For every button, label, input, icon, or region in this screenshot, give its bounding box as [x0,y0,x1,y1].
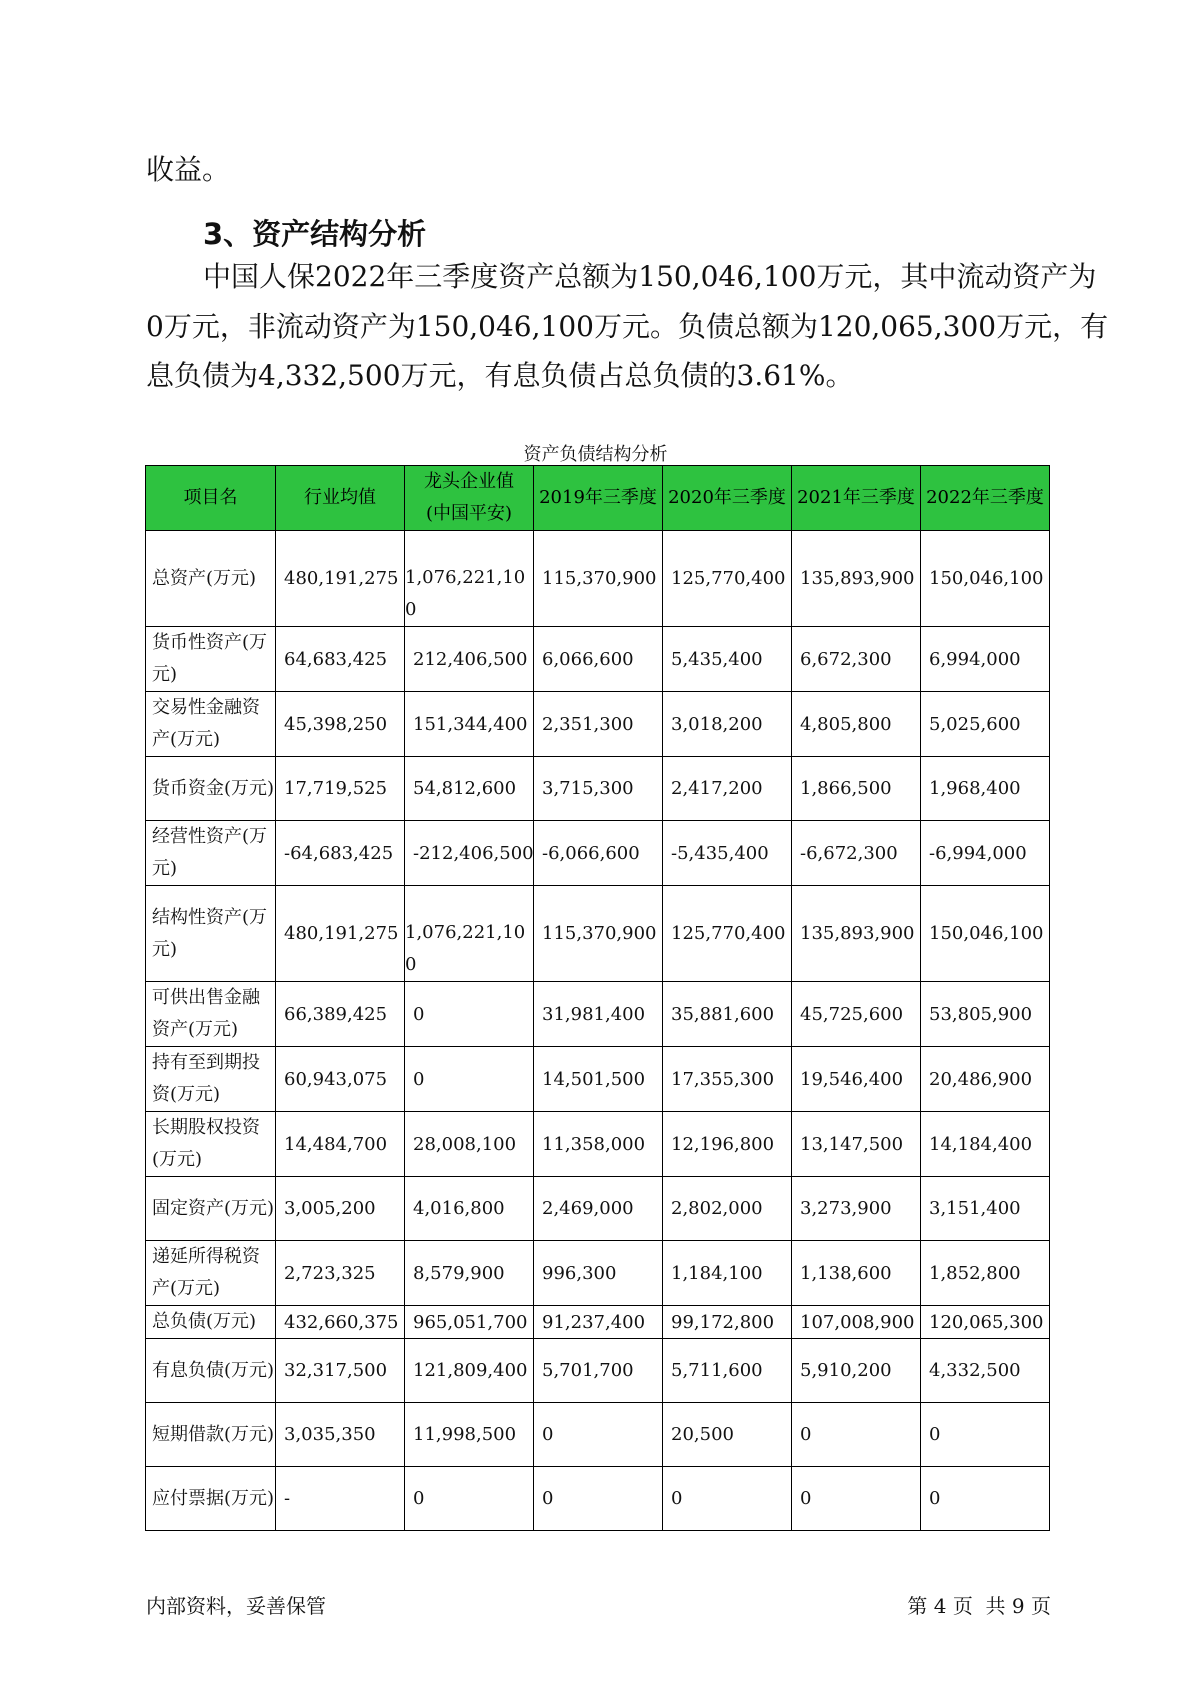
table-cell: 150,046,100 [921,531,1050,627]
table-row [146,531,1050,627]
table-cell: 1,184,100 [663,1241,792,1306]
header-2020q3: 2020年三季度 [663,466,792,531]
table-cell: 4,332,500 [921,1339,1050,1403]
table-row [146,1403,1050,1467]
row-label: 货币资金(万元) [146,757,276,821]
header-leader-value: 龙头企业值 (中国平安) [405,466,534,531]
table-cell: 2,469,000 [534,1177,663,1241]
table-cell: 1,076,221,100 [405,531,534,627]
table-cell: 54,812,600 [405,757,534,821]
table-cell: 19,546,400 [792,1047,921,1112]
table-cell: 45,398,250 [276,692,405,757]
table-cell: 1,968,400 [921,757,1050,821]
table-cell: 151,344,400 [405,692,534,757]
paragraph-line-3: 息负债为4,332,500万元，有息负债占总负债的3.61%。 [146,359,854,392]
table-cell: 1,076,221,100 [405,886,534,982]
table-cell: 480,191,275 [276,886,405,982]
row-label: 结构性资产(万元) [146,886,276,982]
row-label: 总资产(万元) [146,531,276,627]
table-cell: 1,138,600 [792,1241,921,1306]
table-cell: 1,866,500 [792,757,921,821]
table-cell: 3,273,900 [792,1177,921,1241]
table-cell: 4,016,800 [405,1177,534,1241]
table-cell: -6,672,300 [792,821,921,886]
table-cell: 99,172,800 [663,1306,792,1339]
table-cell: 14,501,500 [534,1047,663,1112]
continued-text: 收益。 [146,153,231,186]
row-label: 递延所得税资产(万元) [146,1241,276,1306]
table-cell: 121,809,400 [405,1339,534,1403]
header-2021q3: 2021年三季度 [792,466,921,531]
table-cell: 125,770,400 [663,886,792,982]
table-cell: 2,351,300 [534,692,663,757]
table-cell: 14,484,700 [276,1112,405,1177]
table-cell: 0 [663,1467,792,1531]
table-row [146,627,1050,692]
table-cell: -6,066,600 [534,821,663,886]
table-cell: 8,579,900 [405,1241,534,1306]
table-cell: -64,683,425 [276,821,405,886]
table-row [146,1467,1050,1531]
table-row [146,692,1050,757]
row-label: 经营性资产(万元) [146,821,276,886]
table-cell: 13,147,500 [792,1112,921,1177]
table-header-row [146,466,1050,531]
table-cell: 12,196,800 [663,1112,792,1177]
table-cell: 35,881,600 [663,982,792,1047]
table-row [146,757,1050,821]
table-row [146,886,1050,982]
table-row [146,1177,1050,1241]
table-cell: 0 [792,1403,921,1467]
row-label: 货币性资产(万元) [146,627,276,692]
table-cell: 31,981,400 [534,982,663,1047]
table-cell: 3,005,200 [276,1177,405,1241]
table-cell: 20,500 [663,1403,792,1467]
table-cell: 3,035,350 [276,1403,405,1467]
table-cell: 53,805,900 [921,982,1050,1047]
table-cell: -5,435,400 [663,821,792,886]
table-cell: 1,852,800 [921,1241,1050,1306]
table-row [146,821,1050,886]
table-cell: 11,998,500 [405,1403,534,1467]
table-cell: 5,910,200 [792,1339,921,1403]
row-label: 交易性金融资产(万元) [146,692,276,757]
table-cell: 480,191,275 [276,531,405,627]
table-row [146,982,1050,1047]
table-cell: 14,184,400 [921,1112,1050,1177]
row-label: 应付票据(万元) [146,1467,276,1531]
table-cell: 107,008,900 [792,1306,921,1339]
header-2022q3: 2022年三季度 [921,466,1050,531]
table-row [146,1339,1050,1403]
section-heading: 3、资产结构分析 [203,217,427,251]
table-cell: 66,389,425 [276,982,405,1047]
table-cell: 60,943,075 [276,1047,405,1112]
row-label: 长期股权投资(万元) [146,1112,276,1177]
row-label: 固定资产(万元) [146,1177,276,1241]
table-cell: 5,701,700 [534,1339,663,1403]
table-cell: 150,046,100 [921,886,1050,982]
table-cell: 32,317,500 [276,1339,405,1403]
table-cell: 4,805,800 [792,692,921,757]
balance-structure-table [145,465,1050,1531]
row-label: 有息负债(万元) [146,1339,276,1403]
table-row [146,1306,1050,1339]
row-label: 持有至到期投资(万元) [146,1047,276,1112]
table-cell: -6,994,000 [921,821,1050,886]
table-cell: 5,711,600 [663,1339,792,1403]
table-cell: 2,802,000 [663,1177,792,1241]
table-cell: 6,672,300 [792,627,921,692]
table-cell: 6,994,000 [921,627,1050,692]
table-cell: 0 [792,1467,921,1531]
table-cell: 212,406,500 [405,627,534,692]
table-caption: 资产负债结构分析 [523,444,668,465]
table-cell: 0 [921,1467,1050,1531]
table-cell: 2,723,325 [276,1241,405,1306]
table-cell: 45,725,600 [792,982,921,1047]
table-cell: 0 [534,1403,663,1467]
row-label: 总负债(万元) [146,1306,276,1339]
table-cell: 64,683,425 [276,627,405,692]
table-cell: 996,300 [534,1241,663,1306]
table-cell: 965,051,700 [405,1306,534,1339]
table-cell: - [276,1467,405,1531]
table-cell: 5,025,600 [921,692,1050,757]
table-cell: 17,355,300 [663,1047,792,1112]
header-item-name: 项目名 [146,466,276,531]
row-label: 可供出售金融资产(万元) [146,982,276,1047]
table-cell: 11,358,000 [534,1112,663,1177]
table-cell: 135,893,900 [792,531,921,627]
table-cell: 0 [534,1467,663,1531]
header-2019q3: 2019年三季度 [534,466,663,531]
table-cell: 0 [405,1047,534,1112]
table-cell: 0 [405,982,534,1047]
table-cell: 0 [405,1467,534,1531]
table-cell: 2,417,200 [663,757,792,821]
table-row [146,1241,1050,1306]
table-cell: 3,151,400 [921,1177,1050,1241]
table-cell: 432,660,375 [276,1306,405,1339]
table-cell: 3,018,200 [663,692,792,757]
paragraph-line-2: 0万元，非流动资产为150,046,100万元。负债总额为120,065,300万元，有 [146,310,1109,343]
table-row [146,1112,1050,1177]
table-cell: 115,370,900 [534,886,663,982]
paragraph-line-1: 中国人保2022年三季度资产总额为150,046,100万元，其中流动资产为 [203,260,1097,293]
table-cell: 91,237,400 [534,1306,663,1339]
table-cell: 17,719,525 [276,757,405,821]
table-cell: 20,486,900 [921,1047,1050,1112]
footer-page-number: 第 4 页 共 9 页 [907,1594,1051,1618]
table-cell: 5,435,400 [663,627,792,692]
header-industry-avg: 行业均值 [276,466,405,531]
table-cell: 3,715,300 [534,757,663,821]
table-cell: 115,370,900 [534,531,663,627]
table-cell: 0 [921,1403,1050,1467]
table-cell: 120,065,300 [921,1306,1050,1339]
row-label: 短期借款(万元) [146,1403,276,1467]
footer-confidential: 内部资料，妥善保管 [146,1594,326,1618]
table-cell: 135,893,900 [792,886,921,982]
table-cell: -212,406,500 [405,821,534,886]
table-cell: 6,066,600 [534,627,663,692]
table-row [146,1047,1050,1112]
table-cell: 125,770,400 [663,531,792,627]
table-cell: 28,008,100 [405,1112,534,1177]
